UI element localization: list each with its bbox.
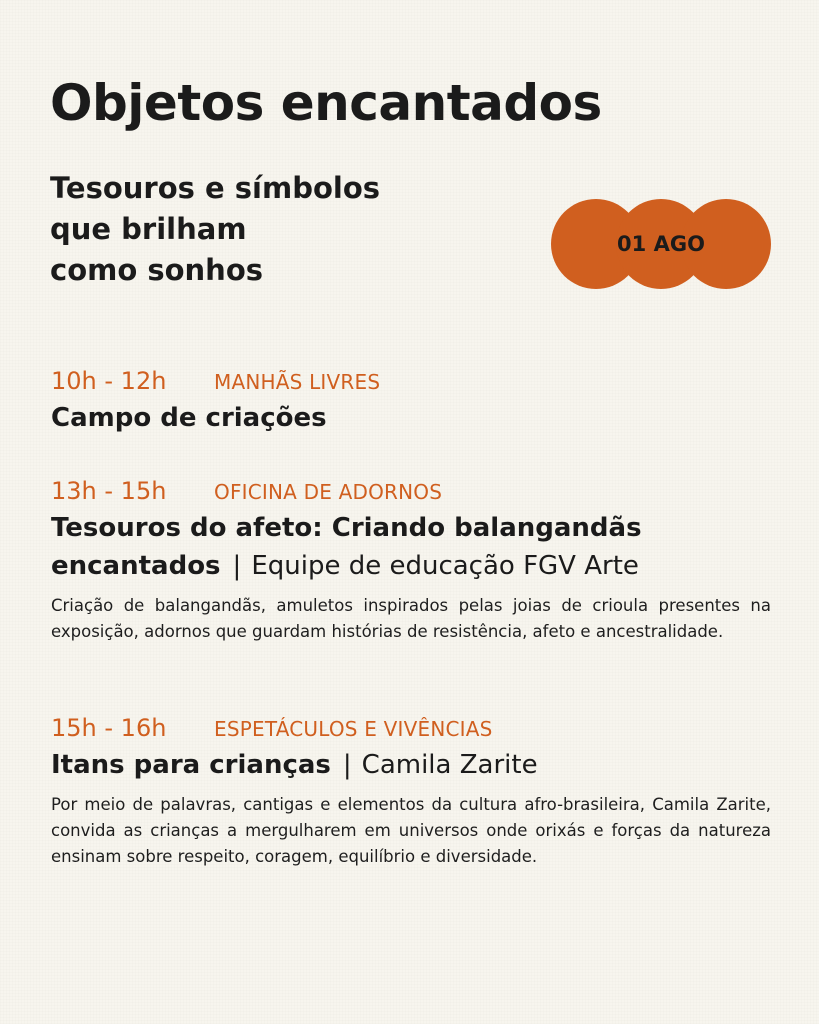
page-subtitle <box>50 168 380 291</box>
event-category: MANHÃS LIVRES <box>214 370 381 394</box>
event-title <box>51 746 771 784</box>
event-description: Criação de balangandãs, amuletos inspirados pelas joias de crioula presentes na exposição, adornos que guardam histórias de resistência, afeto e ancestralidade. <box>51 596 771 641</box>
event-header <box>51 714 771 742</box>
event-time: 15h - 16h <box>51 714 167 742</box>
event-category: OFICINA DE ADORNOS <box>214 480 443 504</box>
title-separator: | <box>342 750 352 780</box>
event-description: Por meio de palavras, cantigas e elementos da cultura afro-brasileira, Camila Zarite, convida as crianças a mergulharem em universos onde orixás e forças da natureza ensinam sobre respeito, coragem, equilíbrio e diversidade. <box>51 795 771 866</box>
date-text: 01 AGO <box>617 232 705 256</box>
event-title-text: Tesouros do afeto: Criando balangandãs encantados <box>51 513 642 581</box>
subtitle-line-1: Tesouros e símbolos <box>50 171 381 205</box>
event-category: ESPETÁCULOS E VIVÊNCIAS <box>214 717 493 741</box>
event-item <box>51 367 771 437</box>
event-title <box>51 509 771 585</box>
event-title-text: Itans para crianças <box>51 750 331 780</box>
event-host: Camila Zarite <box>361 750 538 780</box>
event-time: 10h - 12h <box>51 367 167 395</box>
title-separator: | <box>232 551 242 581</box>
event-host: Equipe de educação FGV Arte <box>251 551 639 581</box>
event-time: 13h - 15h <box>51 477 167 505</box>
event-header <box>51 367 771 395</box>
page-title: Objetos encantados <box>50 74 602 132</box>
subtitle-line-3: como sonhos <box>50 253 264 287</box>
event-item <box>51 714 771 870</box>
subtitle-line-2: que brilham <box>50 212 247 246</box>
event-title <box>51 399 771 437</box>
event-title-text: Campo de criações <box>51 403 327 433</box>
event-header <box>51 477 771 505</box>
event-item <box>51 477 771 645</box>
date-badge <box>551 199 771 289</box>
